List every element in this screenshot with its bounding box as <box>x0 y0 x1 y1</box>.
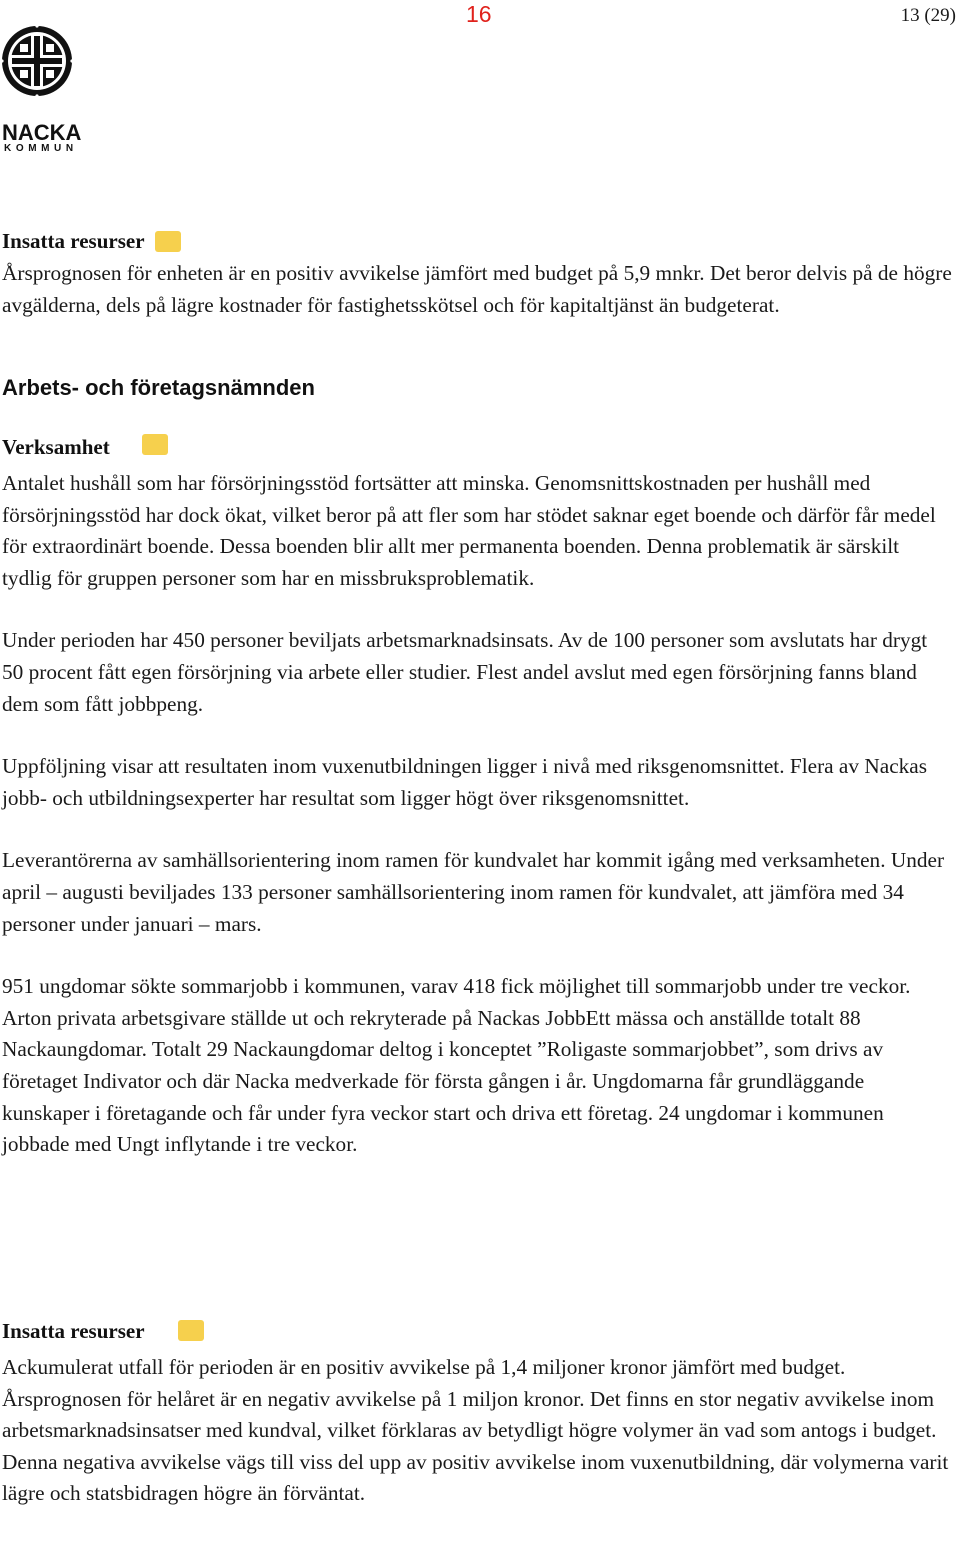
section-title-text: Arbets- och företagsnämnden <box>2 375 315 400</box>
page-counter: 13 (29) <box>900 5 956 26</box>
logo-sub: KOMMUN <box>4 143 78 154</box>
section-title <box>2 374 952 402</box>
paragraph: Under perioden har 450 personer beviljats arbetsmarknadsinsats. Av de 100 personer som avslutats har drygt 50 procent fått egen försörjning via arbete eller studier. Flest andel avslut med egen försörjning fanns bland dem som fått jobbpeng. <box>2 628 928 716</box>
paragraph: Leverantörerna av samhällsorientering inom ramen för kundvalet har kommit igång med verksamheten. Under april – augusti beviljades 133 personer samhällsorientering inom ramen för kundvalet, att jämföra med 34 personer under januari – mars. <box>2 848 945 936</box>
nacka-logo <box>0 24 82 154</box>
status-indicator-icon <box>178 1320 204 1341</box>
paragraph: Antalet hushåll som har försörjningsstöd fortsätter att minska. Genomsnittskostnaden per hushåll med försörjningsstöd har dock ökat, vilket beror på att fler som har stödet saknar eget boende och därför får medel för extraordinärt boende. Dessa boenden blir allt mer permanenta boenden. Denna problematik är särskilt tydlig för gruppen personer som har en missbruksproblematik. <box>2 471 936 590</box>
section-heading: Insatta resurser <box>2 229 145 253</box>
logo-name: NACKA <box>2 120 82 145</box>
paragraph: Uppföljning visar att resultaten inom vuxenutbildningen ligger i nivå med riksgenomsnittet. Flera av Nackas jobb- och utbildningsexperter har resultat som ligger högt över riksgenomsnittet. <box>2 754 928 810</box>
section-insatta-resurser-2 <box>2 1318 952 1510</box>
section-verksamhet <box>2 434 952 1161</box>
section-heading: Insatta resurser <box>2 1319 145 1343</box>
section-insatta-resurser-1 <box>2 228 952 321</box>
status-indicator-icon <box>142 434 168 455</box>
page-number: 16 <box>466 1 492 27</box>
paragraph: 951 ungdomar sökte sommarjobb i kommunen, varav 418 fick möjlighet till sommarjobb under tre veckor. Arton privata arbetsgivare ställde ut och rekryterade på Nackas JobbEtt mässa och anställde totalt 88 Nackaungdomar. Totalt 29 Nackaungdomar deltog i konceptet ”Roligaste sommarjobbet”, som drivs av företaget Indivator och där Nacka medverkade för första gången i år. Ungdomarna får grundläggande kunskaper i företagande och får under fyra veckor start och driva ett företag. 24 ungdomar i kommunen jobbade med Ungt inflytande i tre veckor. <box>2 974 911 1157</box>
section-text: Årsprognosen för enheten är en positiv avvikelse jämfört med budget på 5,9 mnkr. Det beror delvis på de högre avgälderna, dels på lägre kostnader för fastighetsskötsel och för kapitaltjänst än budgeterat. <box>2 261 952 317</box>
status-indicator-icon <box>155 231 181 252</box>
verksamhet-heading: Verksamhet <box>2 435 110 459</box>
section-text: Ackumulerat utfall för perioden är en positiv avvikelse på 1,4 miljoner kronor jämfört med budget. Årsprognosen för helåret är en negativ avvikelse på 1 miljon kronor. Det finns en stor negativ avvikelse inom arbetsmarknadsinsatser med kundval, vilket förklaras av betydligt högre volymer än vad som antogs i budget. Denna negativa avvikelse vägs till viss del upp av positiv avvikelse inom vuxenutbildning, där volymerna varit lägre och statsbidragen högre än förväntat. <box>2 1355 949 1506</box>
nacka-emblem-icon <box>0 24 74 98</box>
